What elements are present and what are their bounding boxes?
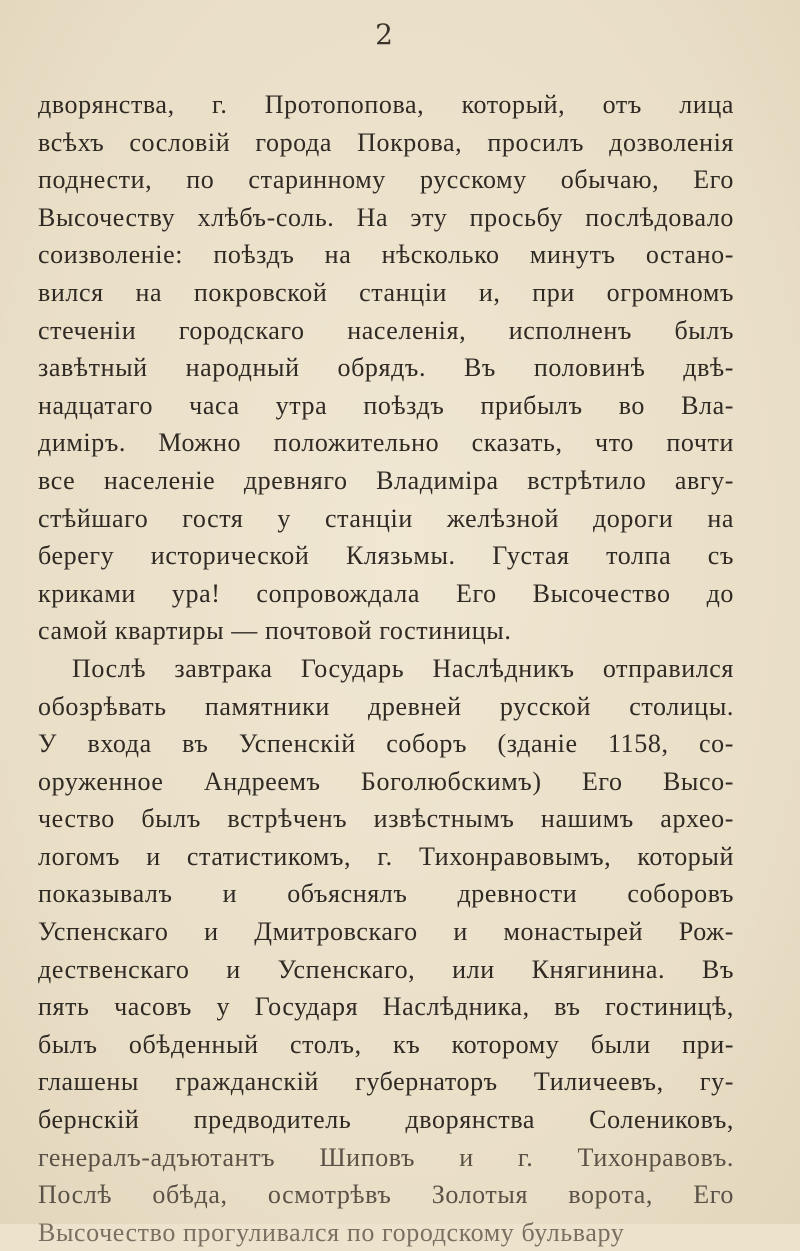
text-line: пять часовъ у Государя Наслѣдника, въ гостиницѣ,	[38, 992, 734, 1022]
text-line: поднести, по старинному русскому обычаю, Его	[38, 165, 734, 195]
text-line: стеченіи городскаго населенія, исполненъ былъ	[38, 315, 734, 345]
text-line: глашены гражданскій губернаторъ Тиличеевъ, гу-	[38, 1067, 734, 1097]
text-line: Высочество прогуливался по городскому бульвару	[38, 1217, 625, 1247]
text-line: чество былъ встрѣченъ извѣстнымъ нашимъ архео-	[38, 804, 734, 834]
text-line: берегу исторической Клязьмы. Густая толпа съ	[38, 541, 734, 571]
text-line: Успенскаго и Дмитровскаго и монастырей Рож-	[38, 917, 734, 947]
text-line: показывалъ и объяснялъ древности соборовъ	[38, 879, 734, 909]
text-line: стѣйшаго гостя у станціи желѣзной дороги на	[38, 503, 734, 533]
text-line: бернскій предводитель дворянства Солениковъ,	[38, 1105, 734, 1135]
body-text	[38, 86, 734, 1251]
text-line: логомъ и статистикомъ, г. Тихонравовымъ, который	[38, 841, 734, 871]
text-line: Послѣ завтрака Государь Наслѣдникъ отправился	[72, 653, 734, 683]
text-line: диміръ. Можно положительно сказать, что почти	[38, 428, 734, 458]
text-line: Высочеству хлѣбъ-соль. На эту просьбу послѣдовало	[38, 202, 734, 232]
text-line: самой квартиры — почтовой гостиницы.	[38, 616, 512, 646]
text-line: надцатаго часа утра поѣздъ прибылъ во Вла-	[38, 390, 734, 420]
page-number: 2	[375, 18, 393, 51]
text-line: Послѣ обѣда, осмотрѣвъ Золотыя ворота, Его	[38, 1180, 734, 1210]
text-line: всѣхъ сословій города Покрова, просилъ дозволенія	[38, 127, 734, 157]
text-line: обозрѣвать памятники древней русской столицы.	[38, 691, 734, 721]
text-line: соизволеніе: поѣздъ на нѣсколько минутъ остано-	[38, 240, 734, 270]
text-line: вился на покровской станціи и, при огромномъ	[38, 277, 734, 307]
text-line: завѣтный народный обрядъ. Въ половинѣ двѣ-	[38, 353, 734, 383]
text-line: криками ура! сопровождала Его Высочество до	[38, 578, 734, 608]
text-line: дворянства, г. Протопопова, который, отъ лица	[38, 90, 734, 119]
text-line: дественскаго и Успенскаго, или Княгинина. Въ	[38, 954, 734, 984]
text-line: былъ обѣденный столъ, къ которому были при-	[38, 1029, 734, 1059]
text-line: У входа въ Успенскій соборъ (зданіе 1158, со-	[38, 729, 734, 759]
text-line: оруженное Андреемъ Боголюбскимъ) Его Высо-	[38, 766, 734, 796]
text-line: все населеніе древняго Владиміра встрѣтило авгу-	[38, 465, 734, 495]
text-line: генералъ-адъютантъ Шиповъ и г. Тихонравовъ.	[38, 1142, 734, 1172]
